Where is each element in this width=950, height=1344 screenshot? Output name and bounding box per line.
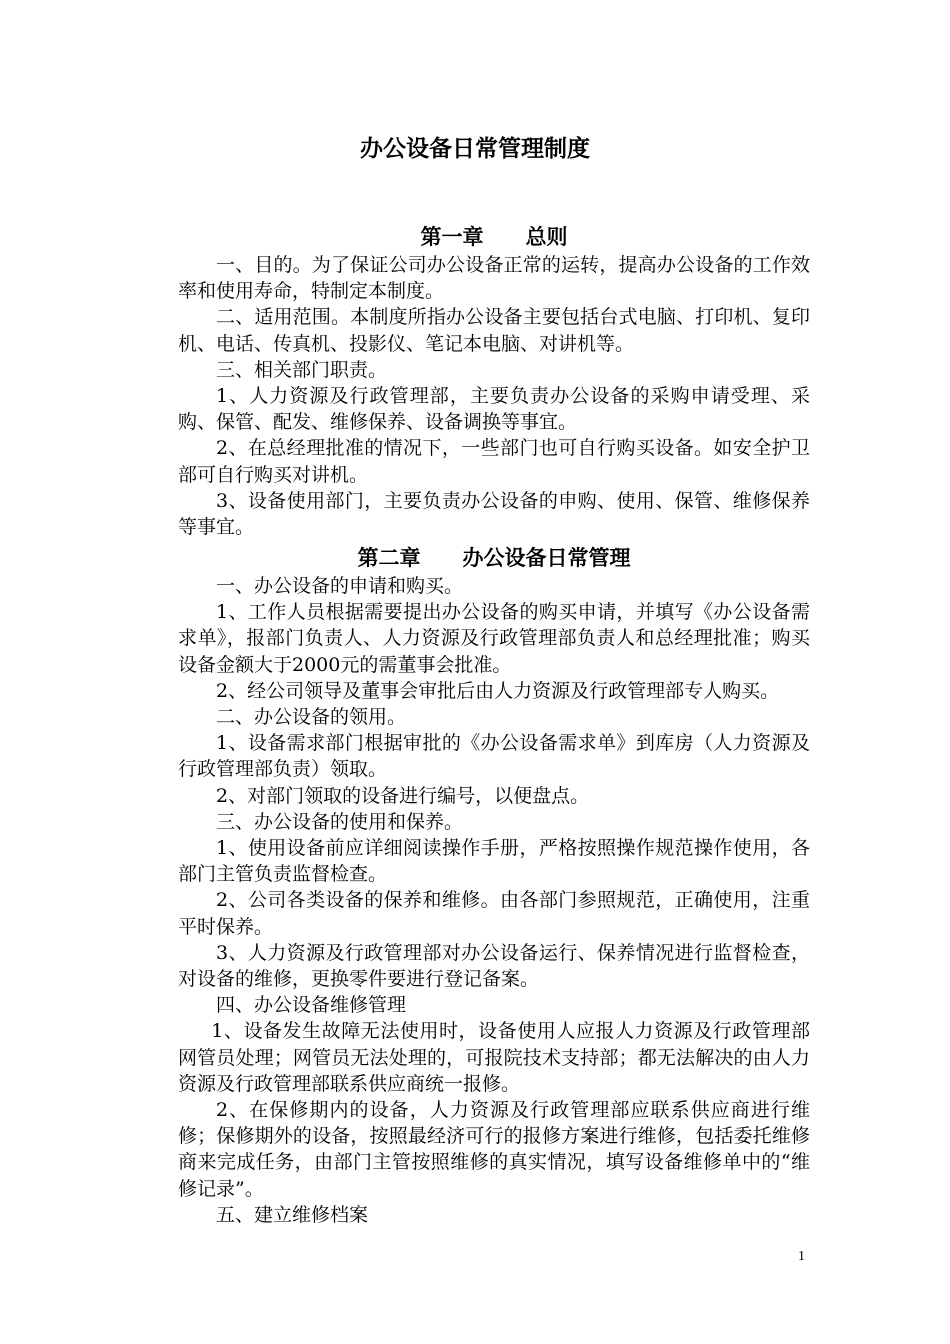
paragraph: 1、设备需求部门根据审批的《办公设备需求单》到库房（人力资源及行政管理部负责）领取。 (178, 732, 810, 781)
paragraph: 1、工作人员根据需要提出办公设备的购买申请，并填写《办公设备需求单》，报部门负责人、人力资源及行政管理部负责人和总经理批准；购买设备金额大于2000元的需董事会批准。 (178, 601, 810, 676)
paragraph: 1、使用设备前应详细阅读操作手册，严格按照操作规范操作使用，各部门主管负责监督检查。 (178, 837, 810, 886)
paragraph: 三、相关部门职责。 (216, 358, 388, 381)
paragraph: 三、办公设备的使用和保养。 (216, 810, 464, 833)
paragraph: 3、设备使用部门，主要负责办公设备的申购、使用、保管、维修保养等事宜。 (178, 489, 810, 539)
paragraph: 四、办公设备维修管理 (216, 994, 407, 1017)
chapter-2-section (178, 543, 810, 1228)
paragraph: 1、设备发生故障无法使用时，设备使用人应报人力资源及行政管理部网管员处理；网管员无法处理的，可报院技术支持部；都无法解决的由人力资源及行政管理部联系供应商统一报修。 (178, 1020, 810, 1095)
paragraph: 3、人力资源及行政管理部对办公设备运行、保养情况进行监督检查，对设备的维修，更换零件要进行登记备案。 (178, 941, 810, 991)
paragraph: 2、对部门领取的设备进行编号，以便盘点。 (216, 784, 590, 807)
page-number: 1 (798, 1249, 805, 1264)
paragraph: 2、公司各类设备的保养和维修。由各部门参照规范，正确使用，注重平时保养。 (178, 889, 810, 938)
paragraph: 一、办公设备的申请和购买。 (216, 575, 464, 597)
paragraph: 2、经公司领导及董事会审批后由人力资源及行政管理部专人购买。 (216, 679, 780, 702)
paragraph: 二、适用范围。本制度所指办公设备主要包括台式电脑、打印机、复印机、电话、传真机、投影仪、笔记本电脑、对讲机等。 (178, 306, 810, 355)
paragraph: 一、目的。为了保证公司办公设备正常的运转，提高办公设备的工作效率和使用寿命，特制定本制度。 (178, 254, 810, 303)
paragraph: 2、在保修期内的设备，人力资源及行政管理部应联系供应商进行维修；保修期外的设备，按照最经济可行的报修方案进行维修，包括委托维修商来完成任务，由部门主管按照维修的真实情况，填写设备维修单中的“维修记录”。 (178, 1099, 810, 1200)
chapter-1-heading: 第一章 总则 (420, 225, 568, 249)
document-title: 办公设备日常管理制度 (360, 136, 590, 162)
chapter-1-section (178, 222, 810, 540)
paragraph: 二、办公设备的领用。 (216, 706, 407, 729)
paragraph: 1、人力资源及行政管理部，主要负责办公设备的采购申请受理、采购、保管、配发、维修保养、设备调换等事宜。 (178, 385, 810, 434)
chapter-2-heading: 第二章 办公设备日常管理 (357, 546, 631, 570)
paragraph: 五、建立维修档案 (216, 1203, 369, 1226)
paragraph: 2、在总经理批准的情况下，一些部门也可自行购买设备。如安全护卫部可自行购买对讲机。 (178, 437, 810, 486)
